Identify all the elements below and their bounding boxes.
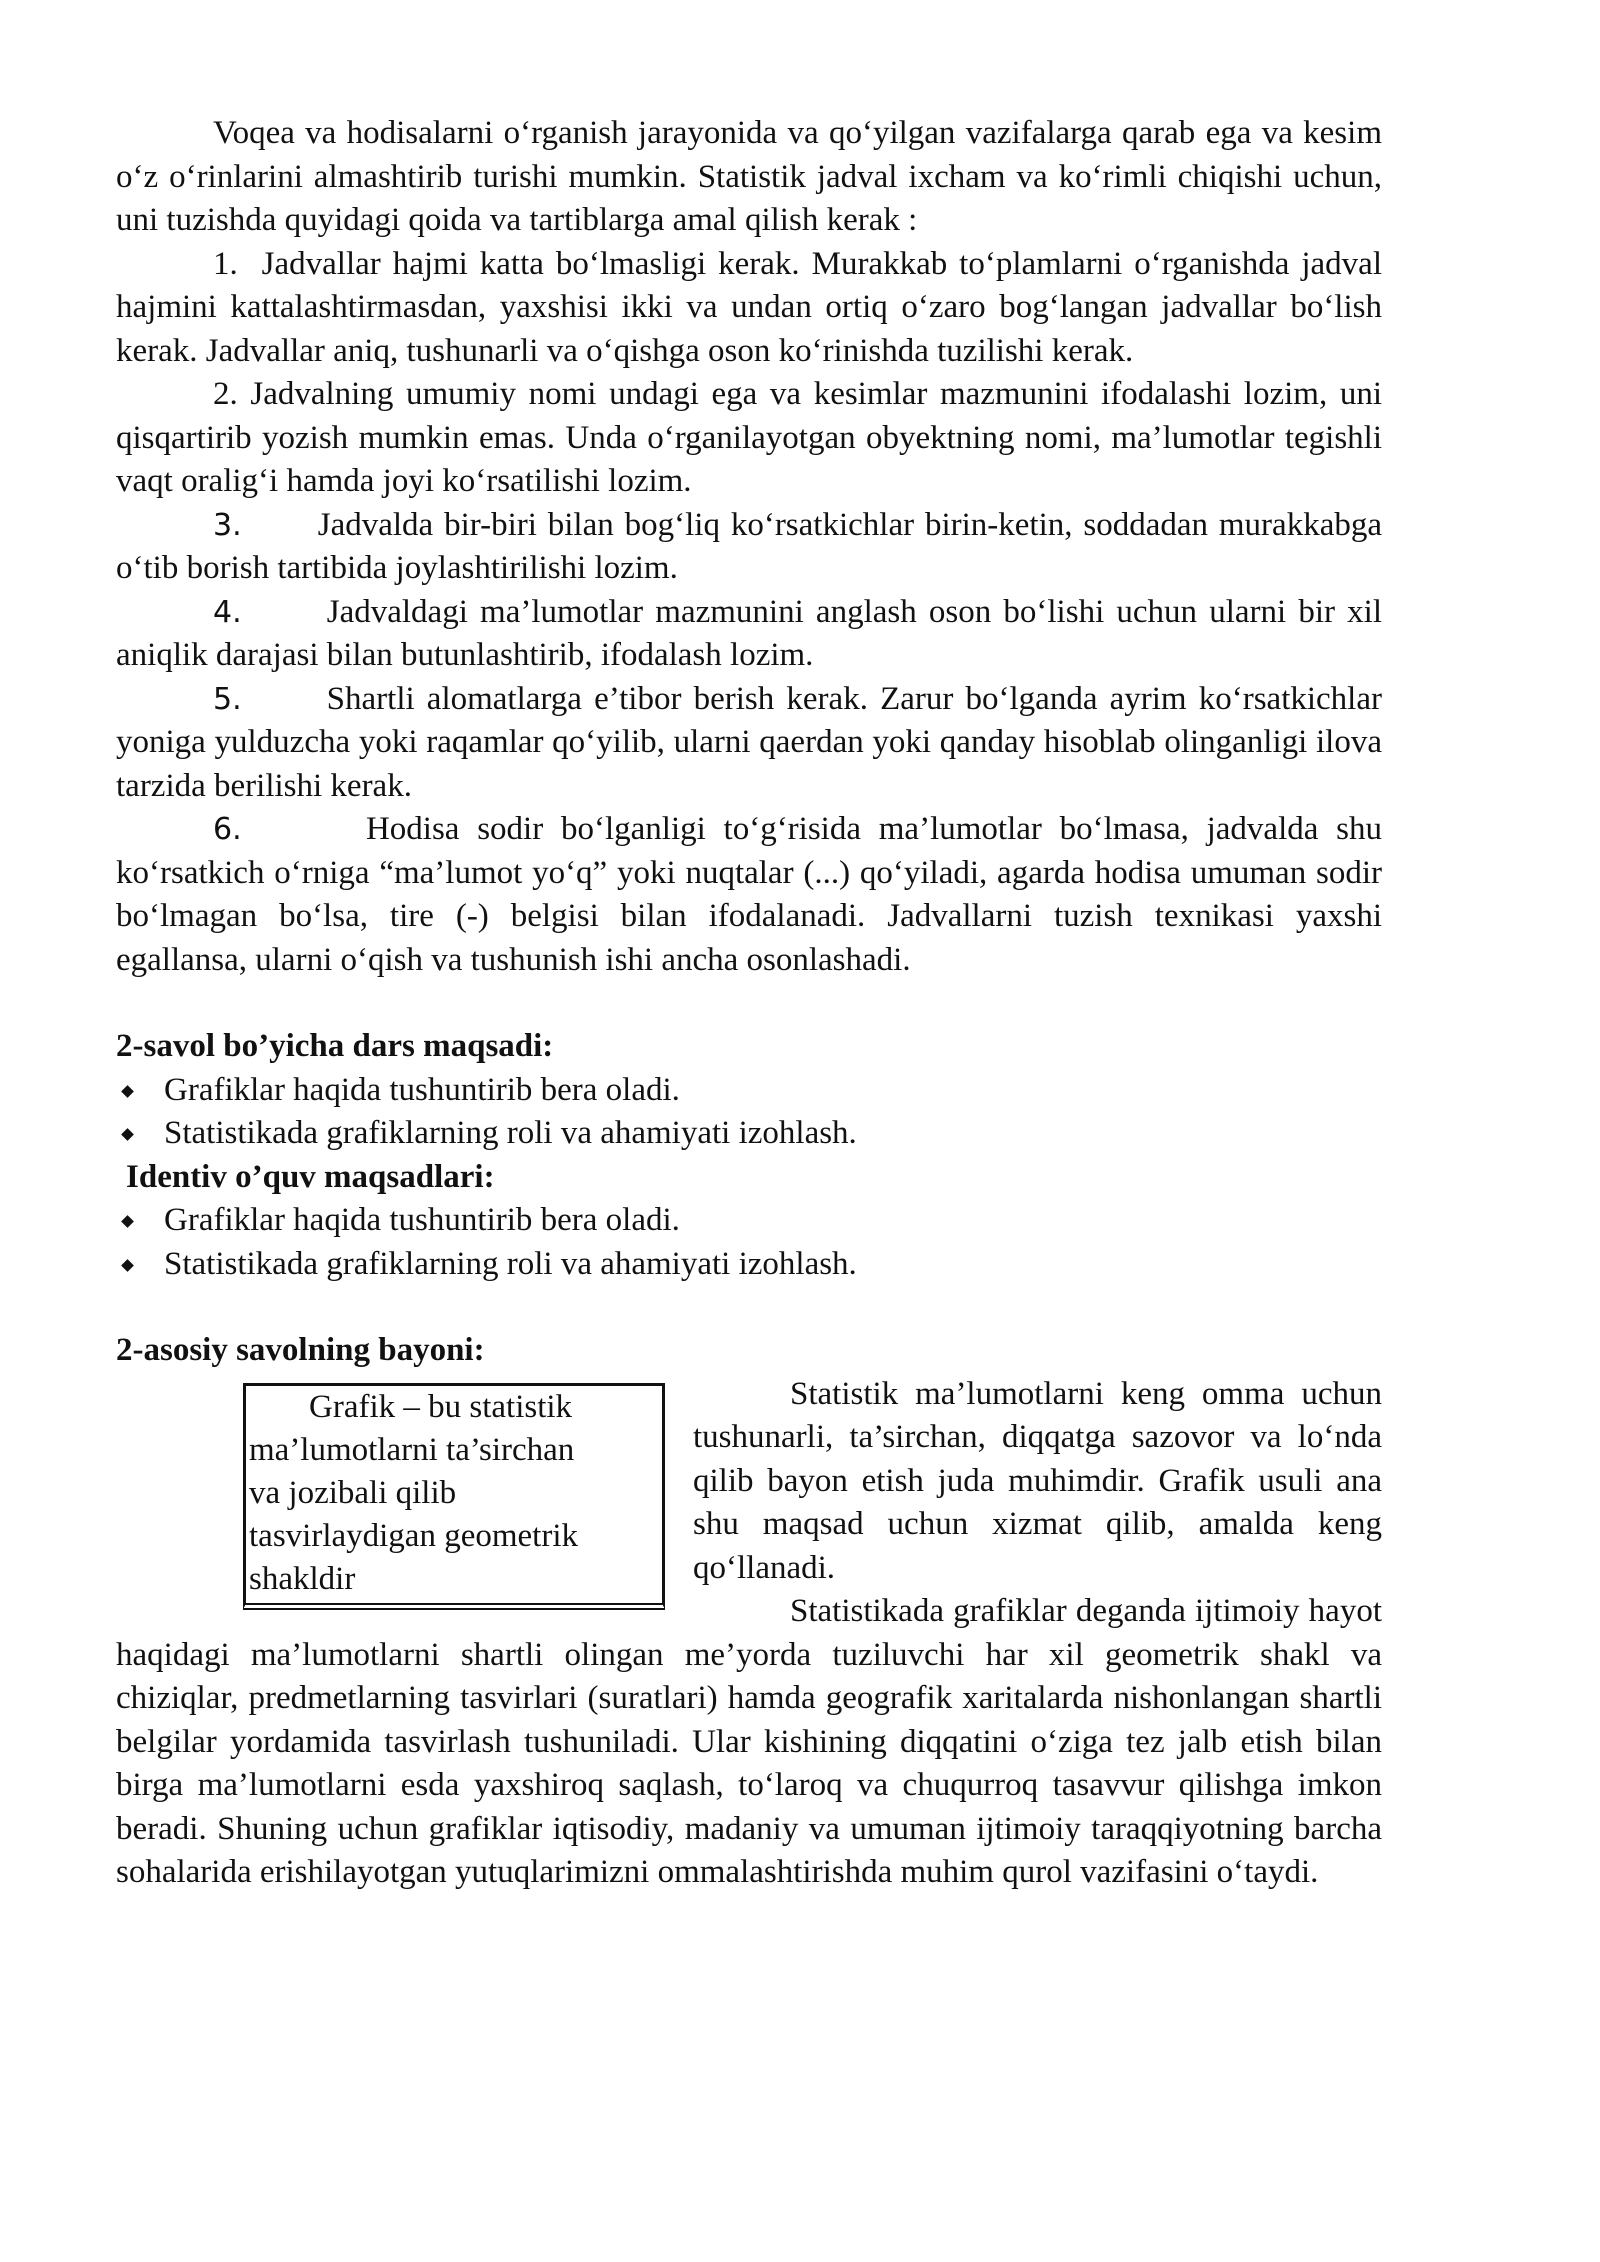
rule-number: 6.: [213, 812, 242, 847]
definition-line: ma’lumotlarni ta’sirchan: [249, 1431, 575, 1468]
rule-text: Shartli alomatlarga e’tibor berish kerak. Zarur boʻlganda ayrim koʻrsatkichlar yoniga yulduzcha yoki raqamlar qoʻyilib, ularni qaerdan yoki qanday hisoblab olinganligi ilova tarzida berilishi kerak.: [116, 680, 1382, 804]
spacer: [116, 982, 1382, 1025]
rule-number: 4.: [213, 594, 242, 630]
rule-paragraph-5: [116, 678, 1382, 809]
section-heading: Identiv o’quv maqsadlari:: [126, 1158, 495, 1195]
section-heading: 2-savol bo’yicha dars maqsadi:: [116, 1028, 554, 1064]
rule-text: Jadvalda bir-biri bilan bogʻliq koʻrsatkichlar birin-ketin, soddadan murakkabga oʻtib borish tartibida joylashtirilishi lozim.: [116, 506, 1382, 586]
document-page: [116, 112, 1382, 1895]
definition-line: tasvirlaydigan geometrik: [249, 1517, 578, 1554]
rule-paragraph-4: [116, 591, 1382, 678]
list-item: Statistikada grafiklarning roli va ahamiyati izohlash.: [116, 1243, 1382, 1287]
definition-line: va jozibali qilib: [249, 1474, 457, 1511]
rule-paragraph-3: [116, 504, 1382, 591]
objective-list: [116, 1199, 1382, 1286]
rule-paragraph-2: [116, 373, 1382, 504]
diamond-bullet-icon: [121, 1085, 134, 1098]
rule-number: 3.: [213, 507, 242, 543]
rule-paragraph-1: [116, 243, 1382, 374]
rule-text: Hodisa sodir boʻlganligi toʻgʻrisida ma’lumotlar boʻlmasa, jadvalda shu koʻrsatkich oʻrniga “ma’lumot yoʻq” yoki nuqtalar (...) qoʻyiladi, agarda hodisa umuman sodir boʻlmagan boʻlsa, tire (-) belgisi bilan ifodalanadi. Jadvallarni tuzish texnikasi yaxshi egallansa, ularni oʻqish va tushunish ishi ancha osonlashadi.: [116, 811, 1382, 978]
diamond-bullet-icon: [121, 1215, 134, 1228]
list-item: Statistikada grafiklarning roli va ahamiyati izohlash.: [116, 1112, 1382, 1156]
diamond-bullet-icon: [121, 1128, 134, 1141]
list-item: Grafiklar haqida tushuntirib bera oladi.: [116, 1199, 1382, 1243]
intro-paragraph: Voqea va hodisalarni oʻrganish jarayonida va qoʻyilgan vazifalarga qarab ega va kesim oʻz oʻrinlarini almashtirib turishi mumkin. Statistik jadval ixcham va koʻrimli chiqishi uchun, uni tuzishda quyidagi qoida va tartiblarga amal qilish kerak :: [116, 115, 1382, 238]
rule-number: 1.: [213, 245, 238, 282]
rule-number: 5.: [213, 681, 242, 717]
rule-text: Jadvallar hajmi katta boʻlmasligi kerak. Murakkab toʻplamlarni oʻrganishda jadval hajmini kattalashtirmasdan, yaxshisi ikki va undan ortiq oʻzaro bogʻlangan jadvallar boʻlish kerak. Jadvallar aniq, tushunarli va oʻqishga oson koʻrinishda tuzilishi kerak.: [116, 245, 1382, 369]
goal-list: [116, 1069, 1382, 1156]
definition-box: [243, 1383, 665, 1610]
diamond-bullet-icon: [121, 1259, 134, 1272]
grafik-section: [116, 1373, 1382, 1895]
rule-number: 2.: [213, 376, 238, 412]
list-item: Grafiklar haqida tushuntirib bera oladi.: [116, 1069, 1382, 1113]
definition-line: shakldir: [249, 1560, 356, 1597]
body-paragraph: Statistikada grafiklar deganda ijtimoiy hayot haqidagi ma’lumotlarni shartli olingan me’yorda tuziluvchi har xil geometrik shakl va chiziqlar, predmetlarning tasvirlari (suratlari) hamda geografik xaritalarda nishonlangan shartli belgilar yordamida tasvirlash tushuniladi. Ular kishining diqqatini oʻziga tez jalb etish bilan birga ma’lumotlarni esda yaxshiroq saqlash, toʻlaroq va chuqurroq tasavvur qilishga imkon beradi. Shuning uchun grafiklar iqtisodiy, madaniy va umuman ijtimoiy taraqqiyotning barcha sohalarida erishilayotgan yutuqlarimizni ommalashtirishda muhim qurol vazifasini oʻtaydi.: [116, 1593, 1382, 1890]
rule-paragraph-6: [116, 808, 1382, 982]
section-heading: 2-asosiy savolning bayoni:: [116, 1332, 485, 1368]
definition-line: Grafik – bu statistik: [309, 1388, 573, 1425]
spacer: [116, 1286, 1382, 1329]
rule-text: Jadvaldagi ma’lumotlar mazmunini anglash oson boʻlishi uchun ularni bir xil aniqlik darajasi bilan butunlashtirib, ifodalash lozim.: [116, 593, 1382, 673]
body-paragraph: Statistik ma’lumotlarni keng omma uchun tushunarli, ta’sirchan, diqqatga sazovor va loʻnda qilib bayon etish juda muhimdir. Grafik usuli ana shu maqsad uchun xizmat qilib, amalda keng qoʻllanadi.: [693, 1375, 1382, 1586]
rule-text: Jadvalning umumiy nomi undagi ega va kesimlar mazmunini ifodalashi lozim, uni qisqartirib yozish mumkin emas. Unda oʻrganilayotgan obyektning nomi, ma’lumotlar tegishli vaqt oraligʻi hamda joyi koʻrsatilishi lozim.: [116, 376, 1382, 499]
